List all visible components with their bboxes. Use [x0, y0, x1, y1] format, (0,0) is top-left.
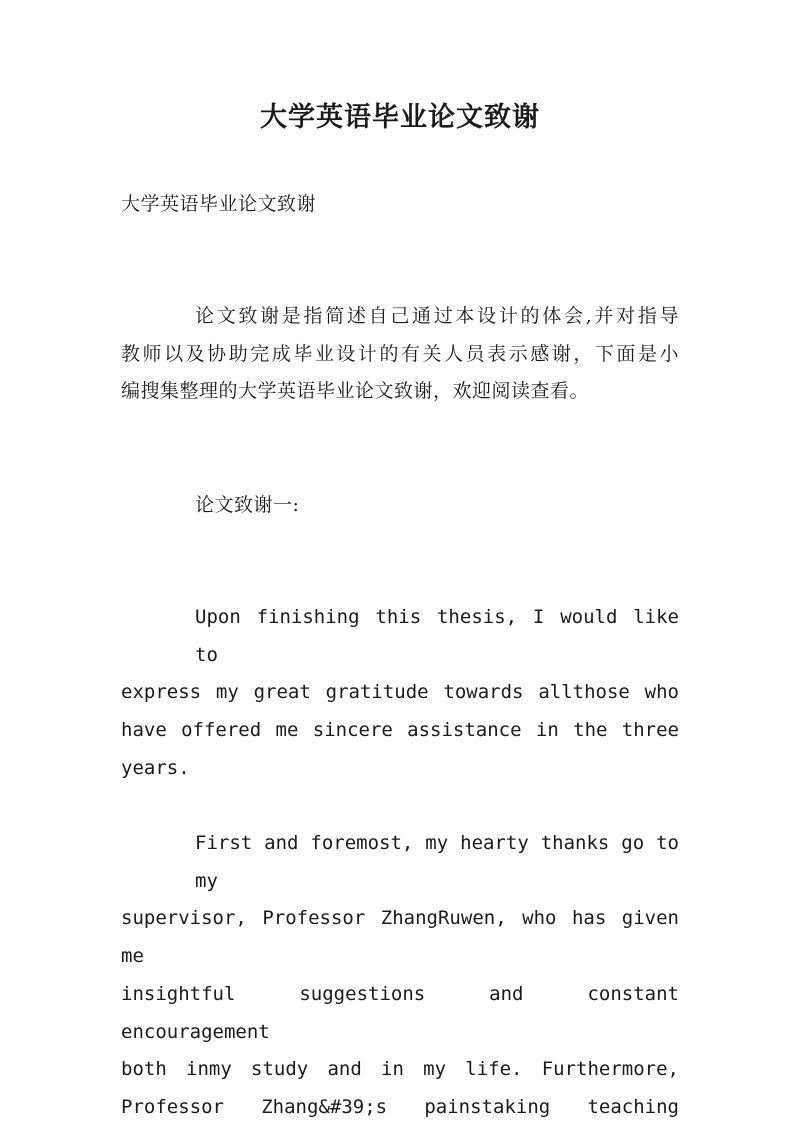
paragraph-line: express my great gratitude towards allthose who [121, 681, 679, 704]
intro-paragraph [121, 298, 679, 411]
paragraph-line: have offered me sincere assistance in the three [121, 719, 679, 742]
paragraph-line: Upon finishing this thesis, I would like to [195, 606, 679, 666]
document-title: 大学英语毕业论文致谢 [260, 102, 540, 133]
document-subtitle: 大学英语毕业论文致谢 [121, 193, 317, 215]
paragraph-line: supervisor, Professor ZhangRuwen, who has given me [121, 907, 679, 968]
intro-line: 教师以及协助完成毕业设计的有关人员表示感谢，下面是小 [121, 342, 679, 365]
intro-line: 编搜集整理的大学英语毕业论文致谢，欢迎阅读查看。 [121, 380, 590, 403]
intro-line: 论文致谢是指简述自己通过本设计的体会,并对指导 [195, 305, 679, 327]
section-heading: 论文致谢一: [195, 494, 300, 516]
paragraph-line: Professor Zhang&#39;s painstaking teaching [121, 1095, 679, 1118]
paragraph-line: First and foremost, my hearty thanks go to my [195, 832, 679, 892]
paragraph-line: both inmy study and in my life. Furthermore, [121, 1058, 679, 1081]
thanks-paragraph-1 [121, 599, 679, 788]
paragraph-line: insightful suggestions and constant encouragement [121, 982, 679, 1043]
thanks-paragraph-2 [121, 825, 679, 1127]
paragraph-line: years. [121, 756, 190, 779]
